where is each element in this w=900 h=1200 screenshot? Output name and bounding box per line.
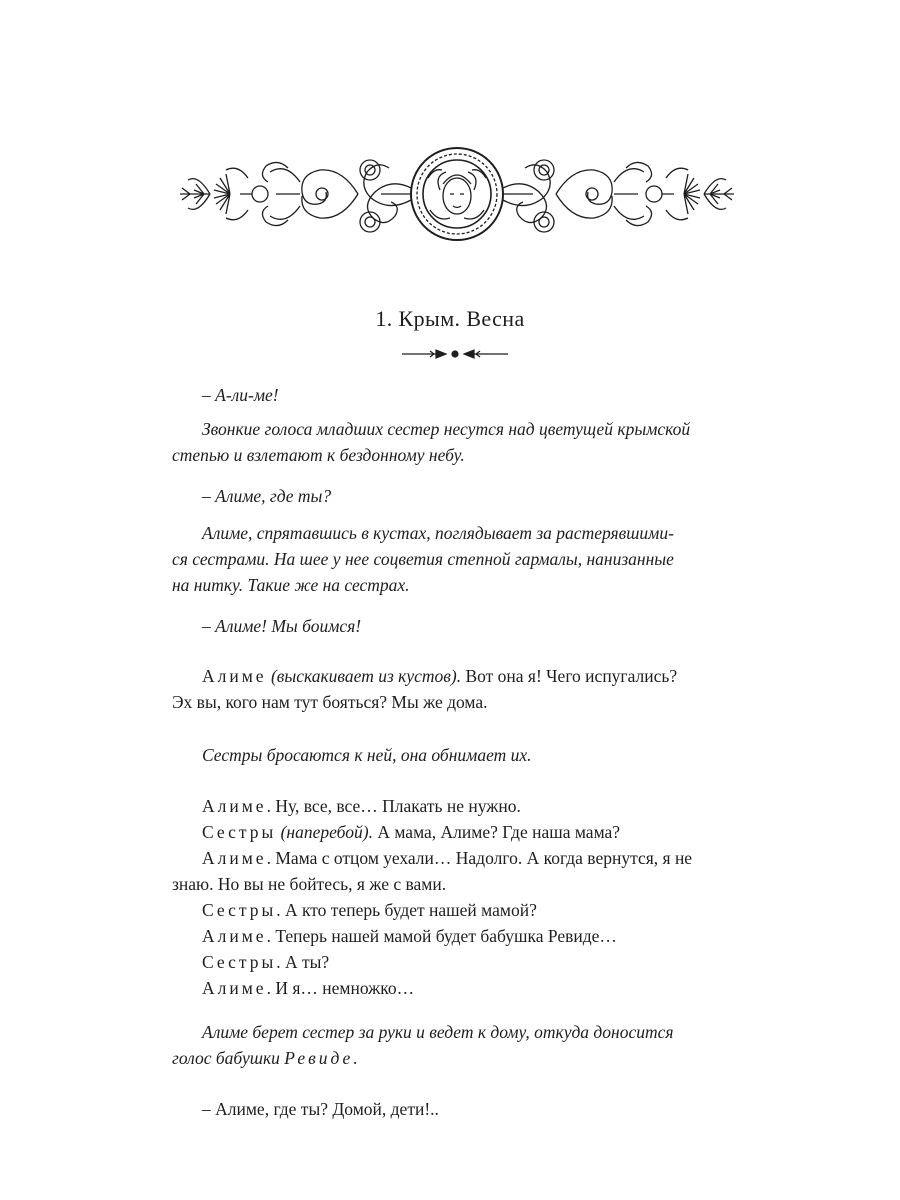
speaker-name: Алиме [202,848,267,868]
dialogue-list [172,793,744,1001]
speaker-name: Сестры [202,900,277,920]
chapter-title: 1. Крым. Весна [375,306,525,331]
speaker-name: Сестры [202,822,277,842]
dialogue-line [172,845,744,897]
stage-direction-voices: Звонкие голоса младших сестер несутся над цветущей крымской степью и взлетают к бездонному небу. [172,419,691,465]
dialogue-line [172,793,744,819]
dialogue-line [172,923,744,949]
stage-direction-leads-home [172,1019,744,1071]
dialogue-text: . Мама с отцом уехали… Надолго. А когда вернутся, я не знаю. Но вы не бойтесь, я же с вами. [172,848,693,894]
speaker-name: Сестры [202,952,277,972]
line-come-home: – Алиме, где ты? Домой, дети!.. [202,1099,439,1119]
dialogue-text: . Теперь нашей мамой будет бабушка Ревиде… [266,926,617,946]
speaker-name: Алиме [202,666,267,686]
title-divider-ornament [400,346,510,362]
stage-remark: (выскакивает из кустов). [270,666,462,686]
speaker-name: Алиме [202,796,267,816]
stage-direction-hug: Сестры бросаются к ней, она обнимает их. [202,745,532,765]
line-where-are-you: – Алиме, где ты? [202,486,332,506]
dialogue-block [172,793,744,1001]
dialogue-line [172,897,744,923]
ornament-header [170,138,744,250]
dialogue-text: А мама, Алиме? Где наша мама? [372,822,621,842]
dialogue-line [172,975,744,1001]
stage-text: Алиме берет сестер за руки и ведет к дому, откуда доносится голос бабушки [172,1022,674,1068]
dialogue-text: . А ты? [276,952,330,972]
speaker-name-revide: Ревиде [284,1048,354,1068]
dialogue-line [172,949,744,975]
dialogue-text: Вот она я! Чего испугались? Эх вы, кого нам тут бояться? Мы же дома. [172,666,678,712]
dialogue-text: . И я… немножко… [266,978,415,998]
dialogue-line [172,819,744,845]
stage-direction-hiding: Алиме, спрятавшись в кустах, поглядывает за растерявшими- ся сестрами. На шее у нее соцветия степной гармалы, нанизанные на нитку. Такие же на сестрах. [172,523,674,595]
stage-end: . [353,1048,358,1068]
speaker-name: Алиме [202,978,267,998]
dialogue-alime-jumps [172,663,744,715]
line-call: – А-ли-ме! [202,385,279,405]
dialogue-text: . А кто теперь будет нашей мамой? [276,900,537,920]
stage-remark: (наперебой). [276,822,373,842]
speaker-name: Алиме [202,926,267,946]
line-we-are-afraid: – Алиме! Мы боимся! [202,616,362,636]
dialogue-text: . Ну, все, все… Плакать не нужно. [266,796,521,816]
